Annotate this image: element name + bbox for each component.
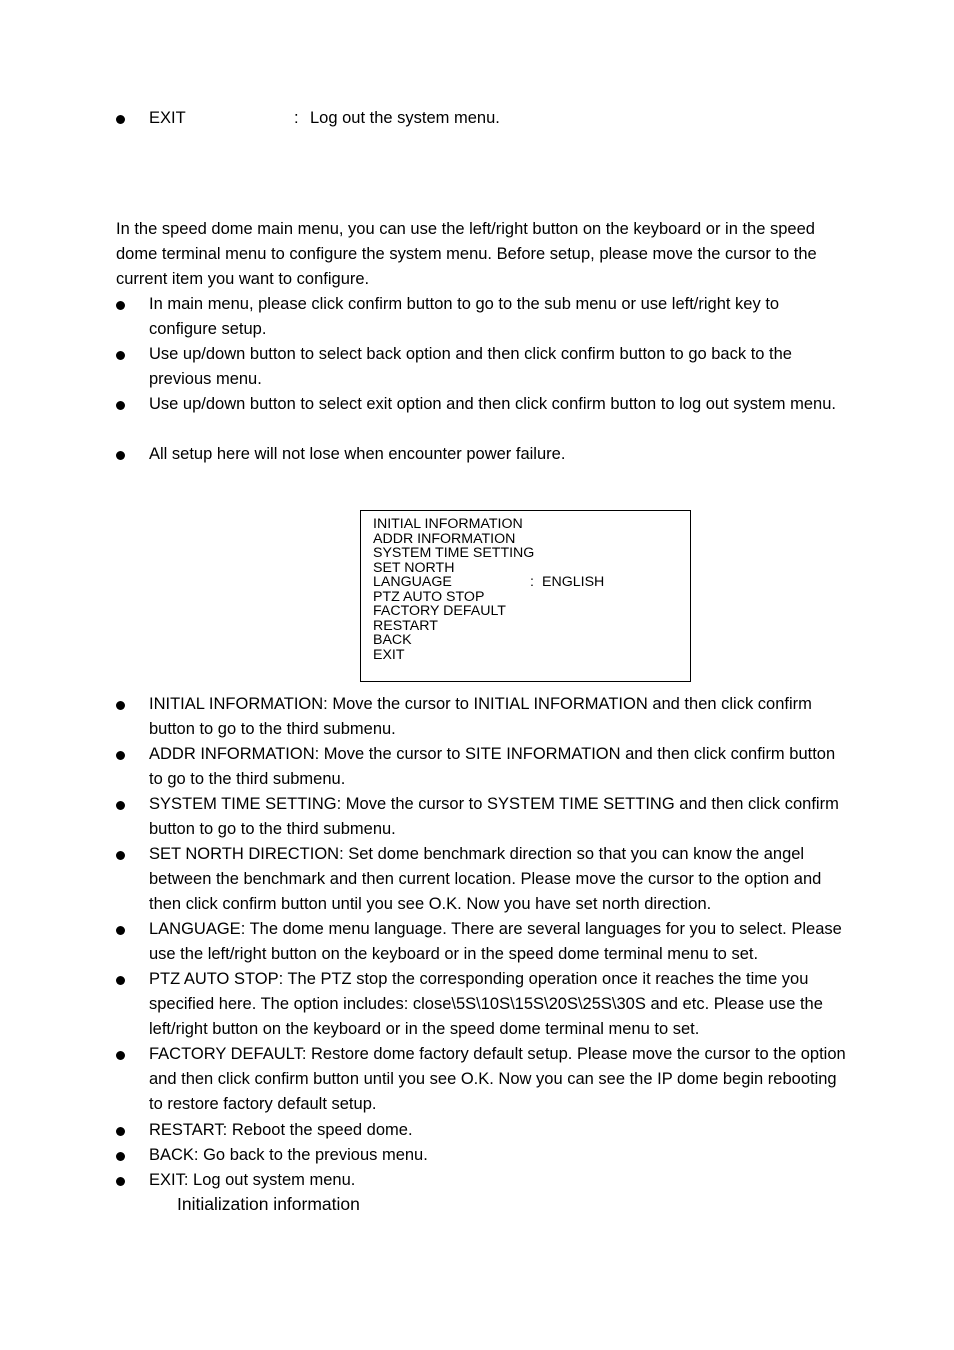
menu-item-language: [373, 574, 605, 590]
menu-item-label: SYSTEM TIME SETTING: [373, 545, 535, 561]
bullet-icon: [116, 301, 125, 310]
menu-item-ptz-auto-stop: [373, 590, 534, 605]
bullet-icon: [116, 1051, 125, 1060]
detail-bullet-initial-information: [116, 692, 846, 742]
menu-item-set-north: [373, 561, 534, 576]
detail-bullet-ptz-auto-stop: [116, 967, 846, 1042]
menu-item-initial-information: [373, 517, 534, 532]
bullet-icon: [116, 801, 125, 810]
menu-item-addr-information: [373, 532, 534, 547]
detail-bullet-text: EXIT: Log out system menu.: [149, 1171, 356, 1189]
menu-item-label: PTZ AUTO STOP: [373, 588, 485, 605]
detail-bullet-text: INITIAL INFORMATION: Move the cursor to INITIAL INFORMATION and then click confirm button to go to the third submenu.: [149, 695, 812, 738]
detail-bullet-back: [116, 1143, 846, 1168]
detail-bullet-text: RESTART: Reboot the speed dome.: [149, 1121, 413, 1139]
system-menu-list: [373, 516, 605, 663]
menu-item-system-time-setting: [373, 546, 534, 561]
menu-item-label: INITIAL INFORMATION: [373, 516, 523, 532]
bullet-icon: [116, 351, 125, 360]
detail-bullet-text: LANGUAGE: The dome menu language. There are several languages for you to select. Please use the left/right button on the keyboard or in the speed dome terminal menu to set.: [149, 920, 842, 963]
detail-bullet-text: ADDR INFORMATION: Move the cursor to SITE INFORMATION and then click confirm button to go to the third submenu.: [149, 745, 836, 788]
bullet-icon: [116, 701, 125, 710]
intro-bullet-text: Use up/down button to select back option and then click confirm button to go back to the previous menu.: [149, 345, 792, 388]
exit-colon: :: [294, 109, 299, 127]
detail-bullet-text: FACTORY DEFAULT: Restore dome factory default setup. Please move the cursor to the option and then click confirm button until you see O.K. Now you can see the IP dome begin rebooting to restore factory default setup.: [149, 1045, 846, 1113]
bullet-icon: [116, 751, 125, 760]
section-title: Initialization information: [177, 1194, 360, 1214]
bullet-icon: [116, 1152, 125, 1161]
menu-item-exit: [373, 648, 534, 663]
detail-bullet-system-time-setting: [116, 792, 846, 842]
detail-bullet-text: SET NORTH DIRECTION: Set dome benchmark direction so that you can know the angel between the benchmark and then current location. Please move the cursor to the option and then click confirm button until you see O.K. Now you have set north direction.: [149, 845, 822, 913]
menu-item-factory-default: [373, 604, 534, 619]
bullet-icon: [116, 1127, 125, 1136]
menu-item-value: ENGLISH: [542, 574, 605, 590]
bullet-icon: [116, 115, 125, 124]
intro-bullet-1: [116, 292, 846, 342]
detail-bullet-text: SYSTEM TIME SETTING: Move the cursor to SYSTEM TIME SETTING and then click confirm button to go to the third submenu.: [149, 795, 839, 838]
bullet-icon: [116, 926, 125, 935]
intro-bullet-text: In main menu, please click confirm button to go to the sub menu or use left/right key to configure setup.: [149, 295, 780, 338]
intro-bullet-4: [116, 442, 846, 467]
intro-bullet-2: [116, 342, 846, 392]
exit-description: Log out the system menu.: [310, 109, 500, 127]
menu-item-label: EXIT: [373, 646, 405, 663]
bullet-icon: [116, 851, 125, 860]
bullet-icon: [116, 451, 125, 460]
menu-item-back: [373, 633, 534, 648]
menu-item-label: ADDR INFORMATION: [373, 530, 516, 547]
detail-bullet-exit: [116, 1168, 846, 1193]
intro-bullet-text: Use up/down button to select exit option and then click confirm button to log out system menu.: [149, 395, 836, 413]
intro-bullet-3: [116, 392, 846, 417]
intro-bullet-text: All setup here will not lose when encounter power failure.: [149, 445, 566, 463]
detail-bullet-addr-information: [116, 742, 846, 792]
bullet-icon: [116, 401, 125, 410]
detail-bullet-factory-default: [116, 1042, 846, 1117]
detail-bullet-text: BACK: Go back to the previous menu.: [149, 1146, 428, 1164]
menu-item-separator: :: [530, 574, 534, 590]
detail-bullet-text: PTZ AUTO STOP: The PTZ stop the corresponding operation once it reaches the time you specified here. The option includes: close\5S\10S\15S\20S\25S\30S and etc. Please use the left/right button on the keyboard or in the speed dome terminal menu to set.: [149, 970, 823, 1038]
exit-term: EXIT: [149, 109, 186, 127]
menu-item-label: BACK: [373, 632, 412, 648]
menu-item-label: FACTORY DEFAULT: [373, 603, 506, 619]
system-menu-box: [360, 510, 691, 682]
detail-bullet-restart: [116, 1118, 846, 1143]
bullet-icon: [116, 976, 125, 985]
detail-bullet-set-north-direction: [116, 842, 846, 917]
bullet-icon: [116, 1177, 125, 1186]
menu-item-label: SET NORTH: [373, 559, 455, 576]
menu-item-label: RESTART: [373, 617, 438, 634]
intro-paragraph: In the speed dome main menu, you can use the left/right button on the keyboard or in the speed dome terminal menu to configure the system menu. Before setup, please move the cursor to the current item you want to configure.: [116, 220, 817, 288]
menu-item-label: LANGUAGE: [373, 574, 452, 590]
menu-item-restart: [373, 619, 534, 634]
detail-bullet-language: [116, 917, 846, 967]
